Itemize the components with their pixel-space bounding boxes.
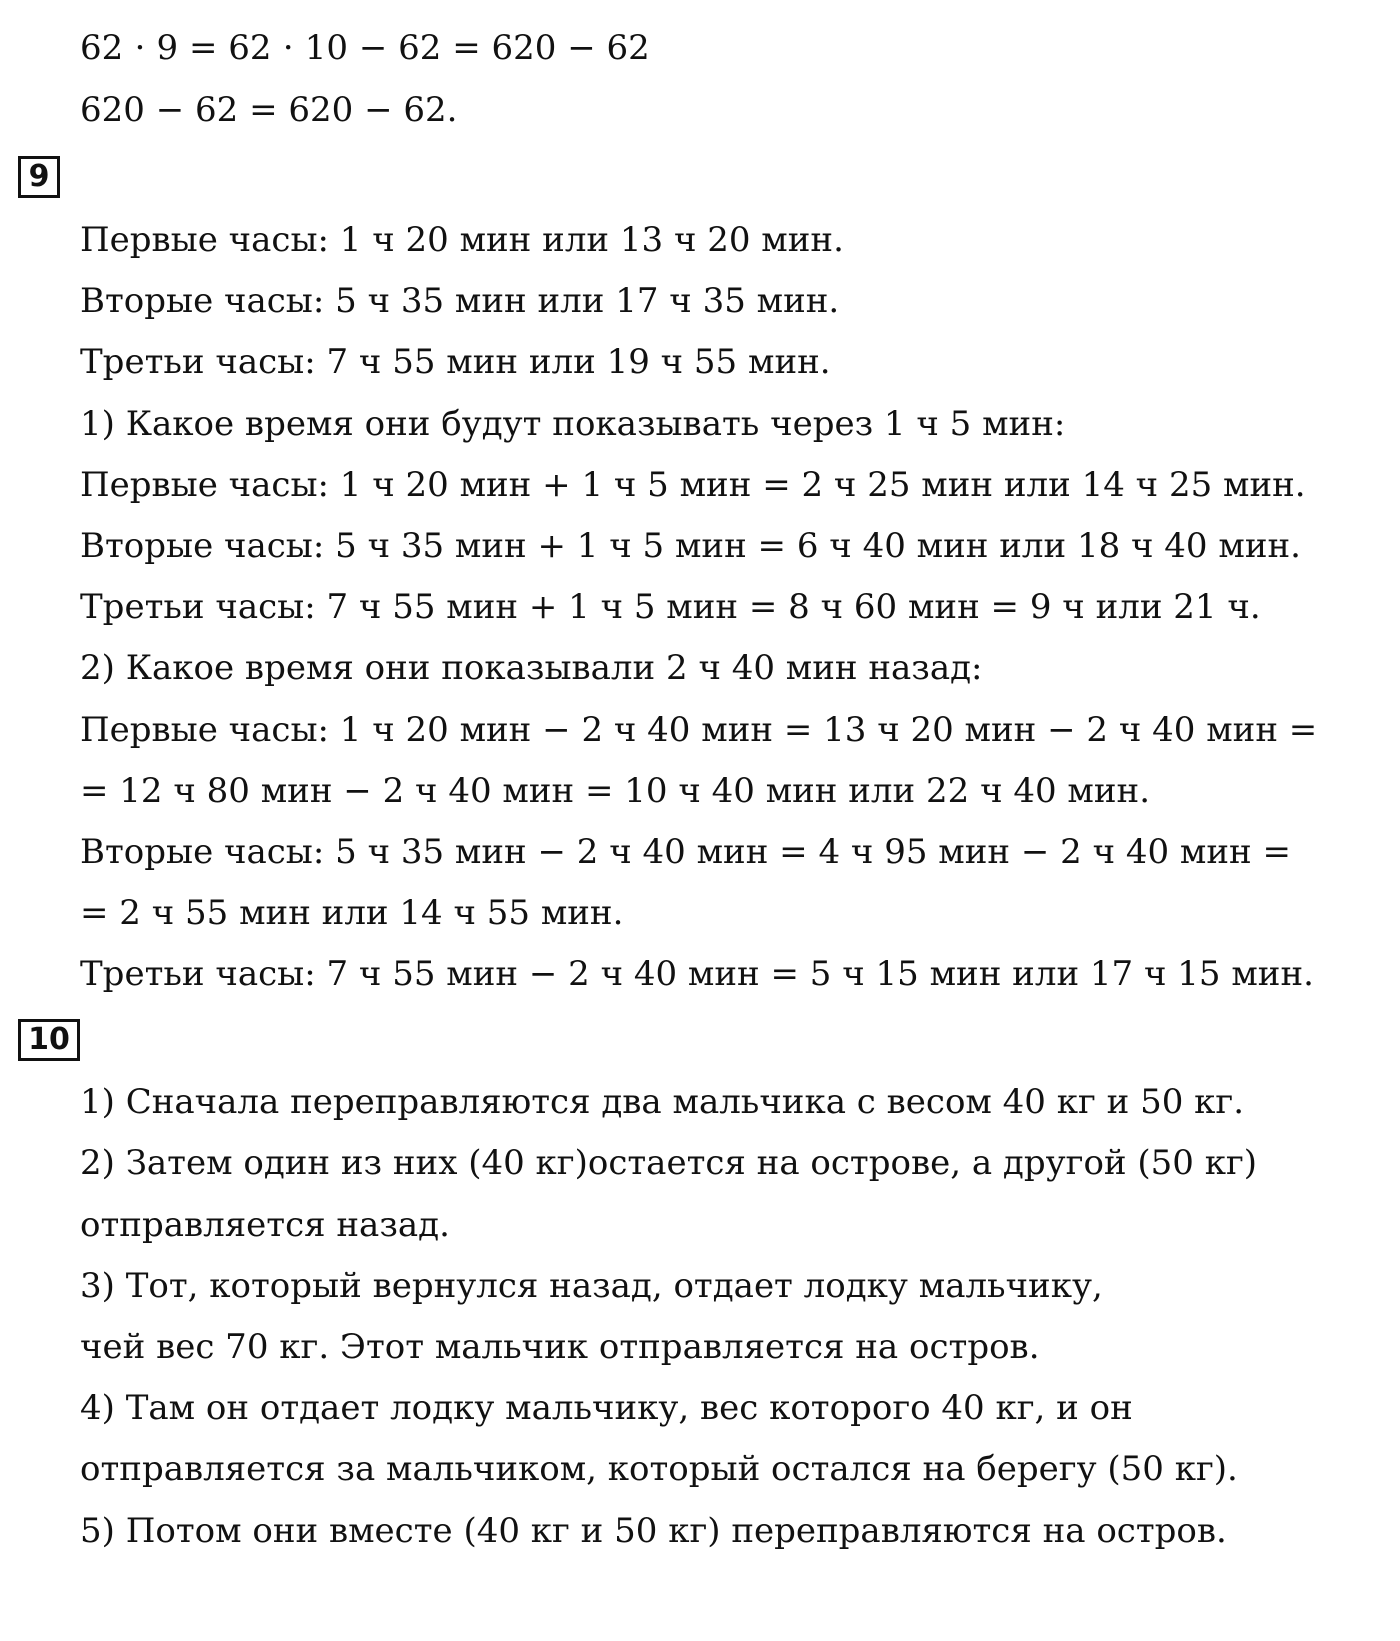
task9-line-11: Вторые часы: 5 ч 35 мин − 2 ч 40 мин = 4 ч 95 мин − 2 ч 40 мин = <box>80 832 1292 872</box>
task9-line-10: = 12 ч 80 мин − 2 ч 40 мин = 10 ч 40 мин или 22 ч 40 мин. <box>80 771 1151 811</box>
task10-line-8: 5) Потом они вместе (40 кг и 50 кг) переправляются на остров. <box>80 1511 1227 1551</box>
equation-line-1: 62 ⋅ 9 = 62 ⋅ 10 − 62 = 620 − 62 <box>80 28 650 68</box>
task10-line-3: отправляется назад. <box>80 1205 450 1245</box>
task9-line-12: = 2 ч 55 мин или 14 ч 55 мин. <box>80 893 624 933</box>
task9-line-2: Вторые часы: 5 ч 35 мин или 17 ч 35 мин. <box>80 281 840 321</box>
task10-line-5: чей вес 70 кг. Этот мальчик отправляется на остров. <box>80 1327 1040 1367</box>
task9-line-7: Третьи часы: 7 ч 55 мин + 1 ч 5 мин = 8 ч 60 мин = 9 ч или 21 ч. <box>80 587 1261 627</box>
task10-line-4: 3) Тот, который вернулся назад, отдает лодку мальчику, <box>80 1266 1103 1306</box>
task-number-9: 9 <box>18 156 60 198</box>
task9-line-6: Вторые часы: 5 ч 35 мин + 1 ч 5 мин = 6 ч 40 мин или 18 ч 40 мин. <box>80 526 1301 566</box>
task10-line-2: 2) Затем один из них (40 кг)остается на острове, а другой (50 кг) <box>80 1143 1258 1183</box>
task9-line-4: 1) Какое время они будут показывать через 1 ч 5 мин: <box>80 404 1066 444</box>
task-number-10: 10 <box>18 1019 80 1061</box>
task10-line-7: отправляется за мальчиком, который остался на берегу (50 кг). <box>80 1449 1238 1489</box>
task9-line-1: Первые часы: 1 ч 20 мин или 13 ч 20 мин. <box>80 220 844 260</box>
task9-line-3: Третьи часы: 7 ч 55 мин или 19 ч 55 мин. <box>80 342 831 382</box>
task9-line-13: Третьи часы: 7 ч 55 мин − 2 ч 40 мин = 5 ч 15 мин или 17 ч 15 мин. <box>80 954 1314 994</box>
task10-line-1: 1) Сначала переправляются два мальчика с весом 40 кг и 50 кг. <box>80 1082 1245 1122</box>
task9-line-8: 2) Какое время они показывали 2 ч 40 мин назад: <box>80 648 983 688</box>
task10-line-6: 4) Там он отдает лодку мальчику, вес которого 40 кг, и он <box>80 1388 1133 1428</box>
task9-line-9: Первые часы: 1 ч 20 мин − 2 ч 40 мин = 13 ч 20 мин − 2 ч 40 мин = <box>80 710 1318 750</box>
equation-line-2: 620 − 62 = 620 − 62. <box>80 90 458 130</box>
task9-line-5: Первые часы: 1 ч 20 мин + 1 ч 5 мин = 2 ч 25 мин или 14 ч 25 мин. <box>80 465 1306 505</box>
